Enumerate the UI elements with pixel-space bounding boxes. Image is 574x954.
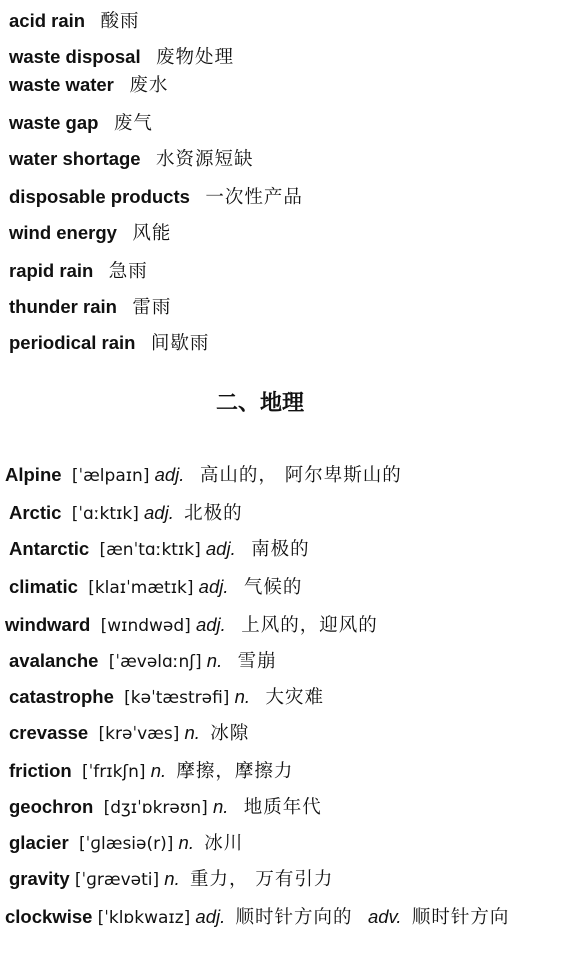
vocab-translation: 顺时针方向: [411, 907, 510, 928]
vocab-translation: 上风的，迎风的: [241, 615, 378, 636]
vocab-part-of-speech: adj.: [205, 538, 236, 559]
vocab-entry: [9, 537, 310, 562]
vocab-entry: [9, 259, 148, 284]
vocab-translation: 南极的: [251, 539, 310, 560]
vocab-translation: 一次性产品: [205, 187, 303, 208]
vocab-translation: 急雨: [108, 261, 148, 282]
vocab-term: avalanche: [9, 650, 99, 671]
vocab-entry: [9, 721, 249, 746]
vocab-phonetic: [ˈfrɪkʃn]: [81, 762, 146, 782]
vocab-translation: 大灾难: [265, 687, 324, 708]
vocab-entry: [9, 221, 171, 246]
vocab-term: thunder rain: [9, 296, 117, 317]
vocab-translation: 雪崩: [237, 651, 277, 672]
vocab-part-of-speech: n.: [212, 796, 229, 817]
vocab-part-of-speech: n.: [234, 686, 251, 707]
vocab-term: clockwise: [5, 906, 93, 927]
vocab-part-of-speech: adj.: [195, 614, 226, 635]
section-heading: 二、地理: [215, 391, 304, 416]
vocab-translation: 摩擦，摩擦力: [176, 761, 294, 782]
vocab-part-of-speech: adv.: [367, 906, 402, 927]
vocab-translation: 北极的: [184, 503, 243, 524]
vocab-term: geochron: [9, 796, 94, 817]
vocab-phonetic: [dʒɪˈɒkrəʊn]: [103, 798, 208, 818]
vocab-translation: 重力， 万有引力: [190, 869, 334, 890]
vocab-entry: [9, 45, 234, 70]
vocab-part-of-speech: n.: [150, 760, 167, 781]
vocab-term: catastrophe: [9, 686, 114, 707]
vocab-phonetic: [klaɪˈmætɪk]: [88, 578, 194, 598]
vocab-entry: [9, 331, 209, 356]
vocab-phonetic: [ˈɑːktɪk]: [71, 504, 139, 524]
vocab-part-of-speech: n.: [206, 650, 223, 671]
vocab-term: disposable products: [9, 186, 190, 207]
vocab-entry: [9, 73, 168, 98]
vocab-part-of-speech: adj.: [195, 906, 226, 927]
vocab-entry: [9, 9, 140, 34]
vocab-phonetic: [kəˈtæstrəfi]: [124, 688, 230, 708]
vocab-part-of-speech: adj.: [154, 464, 185, 485]
vocab-term: Alpine: [5, 464, 62, 485]
vocab-entry: [9, 295, 171, 320]
vocab-term: periodical rain: [9, 332, 136, 353]
vocab-entry: [9, 147, 254, 172]
vocab-translation: 冰川: [204, 833, 244, 854]
vocab-part-of-speech: n.: [178, 832, 194, 853]
vocab-translation: 废气: [113, 113, 153, 134]
vocab-phonetic: [krəˈvæs]: [98, 724, 180, 744]
vocab-term: rapid rain: [9, 260, 94, 281]
vocab-entry: [9, 649, 277, 674]
vocab-term: Arctic: [9, 502, 62, 523]
vocab-entry: [9, 185, 303, 210]
vocab-term: acid rain: [9, 10, 86, 31]
vocab-term: water shortage: [9, 148, 141, 169]
vocab-entry: [9, 685, 324, 710]
vocab-term: friction: [9, 760, 72, 781]
vocab-translation: 废物处理: [156, 47, 235, 68]
vocab-part-of-speech: adj.: [198, 576, 229, 597]
vocab-term: waste water: [9, 74, 114, 95]
vocab-term: crevasse: [9, 722, 89, 743]
vocab-part-of-speech: n.: [184, 722, 200, 743]
vocab-translation: 高山的， 阿尔卑斯山的: [199, 465, 402, 486]
vocab-entry: [9, 831, 243, 856]
vocab-phonetic: [wɪndwəd]: [100, 616, 191, 636]
vocab-entry: [9, 795, 322, 820]
vocab-translation: 地质年代: [243, 797, 322, 818]
vocab-term: waste disposal: [9, 46, 141, 67]
vocab-translation: 气候的: [243, 577, 303, 598]
vocab-term: wind energy: [9, 222, 117, 243]
vocab-term: climatic: [9, 576, 78, 597]
vocab-entry: [9, 759, 293, 784]
vocab-translation: 水资源短缺: [156, 149, 254, 170]
vocab-term: Antarctic: [9, 538, 90, 559]
vocab-translation: 废水: [129, 75, 169, 96]
vocab-term: glacier: [9, 832, 69, 853]
vocab-entry: [9, 111, 153, 136]
vocab-translation: 顺时针方向的: [235, 907, 353, 928]
vocab-translation: 酸雨: [100, 11, 140, 32]
vocab-translation: 风能: [132, 223, 172, 244]
vocab-entry: [9, 575, 302, 600]
vocab-term: waste gap: [9, 112, 99, 133]
vocab-part-of-speech: n.: [164, 868, 180, 889]
vocab-term: windward: [5, 614, 91, 635]
vocab-translation: 间歇雨: [150, 333, 210, 354]
vocab-phonetic: [ˈælpaɪn]: [71, 466, 150, 486]
vocab-translation: 雷雨: [132, 297, 172, 318]
vocab-entry: [9, 867, 333, 892]
vocab-phonetic: [ˈɡlæsiə(r)]: [78, 834, 174, 854]
vocab-term: gravity: [9, 868, 70, 889]
vocab-entry: [5, 613, 378, 638]
vocab-phonetic: [ˈævəlɑːnʃ]: [108, 652, 202, 672]
vocab-phonetic: [ˈklɒkwaɪz]: [97, 908, 191, 928]
vocab-entry: [9, 501, 243, 526]
vocab-entry: [5, 905, 509, 930]
vocab-translation: 冰隙: [210, 723, 250, 744]
vocab-entry: [5, 463, 402, 488]
vocab-phonetic: [ænˈtɑːktɪk]: [99, 540, 201, 560]
vocab-phonetic: [ˈɡrævəti]: [74, 870, 160, 890]
vocab-part-of-speech: adj.: [144, 502, 174, 523]
